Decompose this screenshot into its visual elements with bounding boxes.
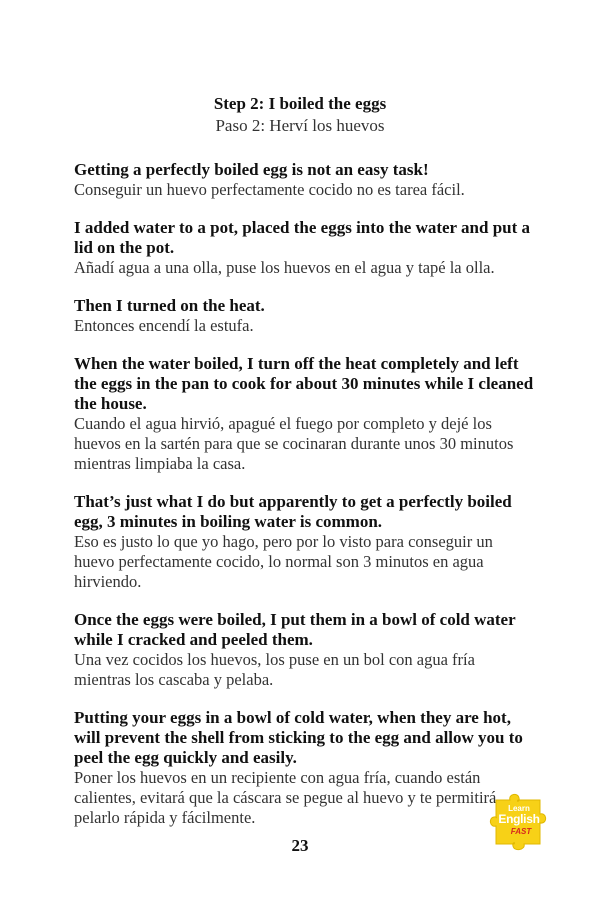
paragraph-pair <box>74 610 534 690</box>
spanish-translation: Añadí agua a una olla, puse los huevos en el agua y tapé la olla. <box>74 258 495 277</box>
english-sentence: When the water boiled, I turn off the heat completely and left the eggs in the pan to cook for about 30 minutes while I cleaned the house. <box>74 354 534 413</box>
step-title: Step 2: I boiled the eggs <box>213 94 387 113</box>
english-sentence: Getting a perfectly boiled egg is not an easy task! <box>74 160 429 179</box>
spanish-translation: Una vez cocidos los huevos, los puse en un bol con agua fría mientras los cascaba y pelaba. <box>74 650 475 689</box>
spanish-translation: Poner los huevos en un recipiente con agua fría, cuando están calientes, evitará que la cáscara se pegue al huevo y te permitirá pelarlo rápida y fácilmente. <box>74 768 497 827</box>
english-sentence: That’s just what I do but apparently to get a perfectly boiled egg, 3 minutes in boiling water is common. <box>74 492 512 531</box>
step-subtitle: Paso 2: Herví los huevos <box>215 116 385 135</box>
english-sentence: Once the eggs were boiled, I put them in a bowl of cold water while I cracked and peeled them. <box>74 610 516 649</box>
paragraph-pair <box>74 354 534 474</box>
bilingual-content <box>74 160 534 846</box>
spanish-translation: Eso es justo lo que yo hago, pero por lo visto para conseguir un huevo perfectamente cocido, lo normal son 3 minutos en agua hirviendo. <box>74 532 493 591</box>
logo-learn: Learn <box>508 804 530 813</box>
step-heading <box>0 93 600 137</box>
paragraph-pair <box>74 218 534 278</box>
paragraph-pair <box>74 296 534 336</box>
paragraph-pair <box>74 492 534 592</box>
spanish-translation: Conseguir un huevo perfectamente cocido no es tarea fácil. <box>74 180 465 199</box>
english-sentence: Putting your eggs in a bowl of cold water, when they are hot, will prevent the shell from sticking to the egg and allow you to peel the egg quickly and easily. <box>74 708 523 767</box>
english-sentence: I added water to a pot, placed the eggs into the water and put a lid on the pot. <box>74 218 531 257</box>
page-number: 23 <box>291 836 309 855</box>
spanish-translation: Entonces encendí la estufa. <box>74 316 254 335</box>
spanish-translation: Cuando el agua hirvió, apagué el fuego por completo y dejé los huevos en la sartén para que se cocinaran durante unos 30 minutos mientras limpiaba la casa. <box>74 414 514 473</box>
logo-fast: FAST <box>510 827 532 836</box>
paragraph-pair <box>74 708 534 828</box>
paragraph-pair <box>74 160 534 200</box>
logo-english: English <box>498 812 540 826</box>
english-sentence: Then I turned on the heat. <box>74 296 265 315</box>
